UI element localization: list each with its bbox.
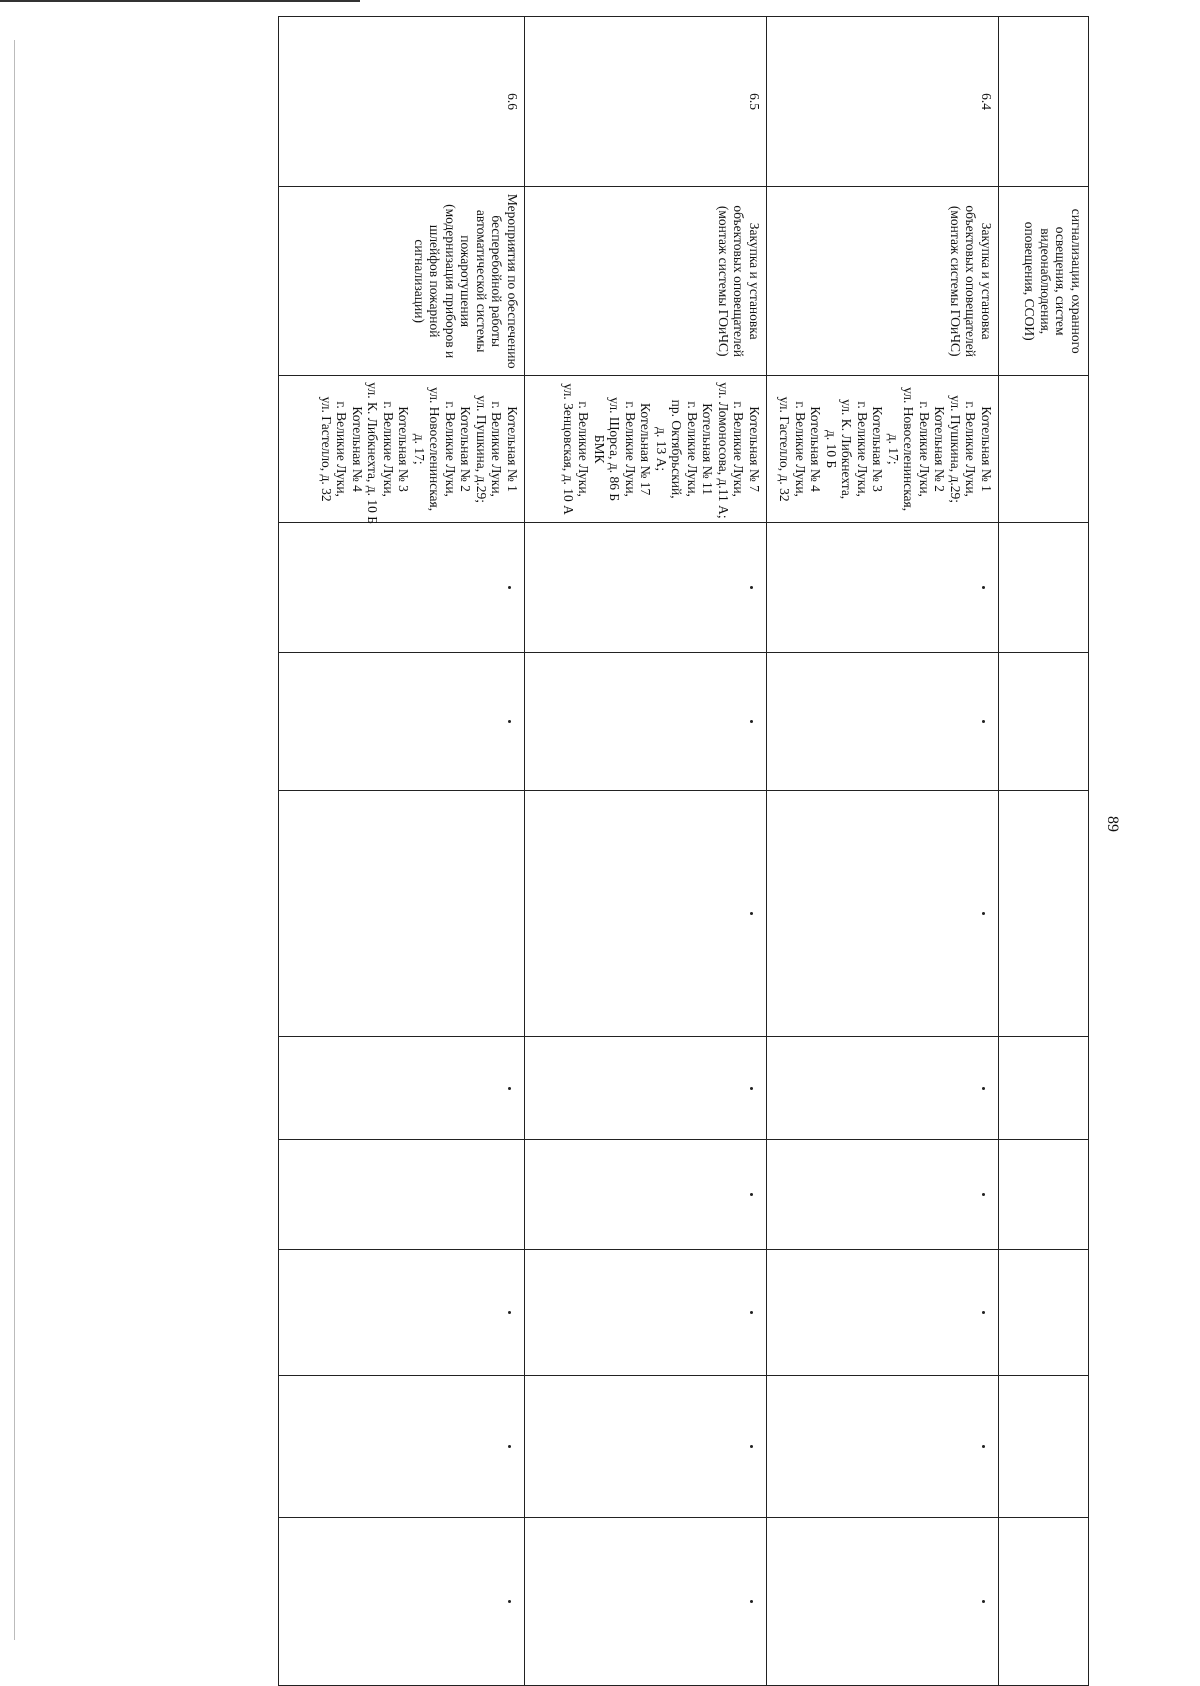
- empty-cell: [767, 1250, 999, 1375]
- address-line: ул. Гастелло, д. 32: [777, 396, 793, 502]
- address-line: ул. Ломоносова, д.11 А;: [715, 382, 731, 519]
- table-row: [767, 17, 999, 1686]
- empty-cell: [999, 1037, 1089, 1139]
- ink-dot: [508, 1445, 511, 1448]
- measure-name: Мероприятия по обеспечению бесперебойной работы автоматической системы пожаротушения (модернизация приборов и шлейфов пожарной сигнализации): [279, 187, 525, 376]
- empty-cell: [525, 652, 767, 790]
- table-row: [999, 17, 1089, 1686]
- empty-cell: [999, 790, 1089, 1037]
- empty-cell: [767, 1037, 999, 1139]
- row-number: [999, 17, 1089, 187]
- empty-cell: [767, 1139, 999, 1250]
- table-row: [525, 17, 767, 1686]
- address-line: г. Великие Луки,: [622, 401, 638, 497]
- address-line: г. Великие Луки,: [792, 401, 808, 497]
- empty-cell: [279, 1139, 525, 1250]
- empty-cell: [279, 1375, 525, 1517]
- address-line: г. Великие Луки,: [963, 401, 979, 497]
- measure-name: Закупка и установка объектовых оповещателей (монтаж системы ГОиЧС): [767, 187, 999, 376]
- row-number: 6.6: [279, 17, 525, 187]
- ink-dot: [750, 586, 753, 589]
- ink-dot: [982, 1087, 985, 1090]
- address-cell: [999, 376, 1089, 523]
- ink-dot: [982, 720, 985, 723]
- ink-dot: [982, 1193, 985, 1196]
- address-line: г. Великие Луки,: [684, 401, 700, 497]
- address-line: Котельная № 2: [932, 406, 948, 492]
- empty-cell: [999, 652, 1089, 790]
- ink-dot: [508, 586, 511, 589]
- address-line: Котельная № 11: [700, 403, 716, 496]
- empty-cell: [525, 1139, 767, 1250]
- empty-cell: [767, 652, 999, 790]
- ink-dot: [982, 1445, 985, 1448]
- empty-cell: [525, 1375, 767, 1517]
- empty-cell: [999, 1517, 1089, 1685]
- scan-edge-left: [14, 40, 15, 1640]
- table-row: [279, 17, 525, 1686]
- address-line: г. Великие Луки,: [731, 401, 747, 497]
- address-line: ул. Пушкина, д.29;: [947, 395, 963, 504]
- ink-dot: [982, 912, 985, 915]
- address-cell: [767, 376, 999, 523]
- ink-dot: [750, 1600, 753, 1603]
- ink-dot: [750, 1445, 753, 1448]
- measures-table: [278, 16, 1089, 1686]
- ink-dot: [750, 1311, 753, 1314]
- address-cell: [525, 376, 767, 523]
- empty-cell: [999, 522, 1089, 652]
- address-cell: [279, 376, 525, 523]
- empty-cell: [279, 1250, 525, 1375]
- ink-dot: [508, 1311, 511, 1314]
- empty-cell: [525, 790, 767, 1037]
- address-line: г. Великие Луки,: [854, 401, 870, 497]
- empty-cell: [279, 790, 525, 1037]
- address-line: пр. Октябрьский,: [669, 399, 685, 499]
- empty-cell: [279, 1037, 525, 1139]
- ink-dot: [508, 1087, 511, 1090]
- address-line: ул. К. Либкнехта,: [839, 399, 855, 500]
- empty-cell: [999, 1375, 1089, 1517]
- address-line: ул. Гастелло, д. 32: [318, 396, 334, 502]
- address-line: ул. Щорса, д. 86 Б: [607, 397, 623, 502]
- empty-cell: [279, 1517, 525, 1685]
- ink-dot: [750, 1087, 753, 1090]
- address-line: ул. К. Либкнехта, д. 10 Б: [365, 382, 381, 525]
- row-number: 6.4: [767, 17, 999, 187]
- ink-dot: [750, 912, 753, 915]
- row-number: 6.5: [525, 17, 767, 187]
- empty-cell: [279, 652, 525, 790]
- empty-cell: [525, 1250, 767, 1375]
- address-line: г. Великие Луки,: [916, 401, 932, 497]
- address-line: Котельная № 1: [979, 406, 994, 492]
- address-line: ул. Пушкина, д.29;: [473, 395, 489, 504]
- empty-cell: [525, 522, 767, 652]
- address-line: г. Великие Луки,: [489, 401, 505, 497]
- address-line: ул. Новоселенинская,: [427, 387, 443, 512]
- ink-dot: [750, 1193, 753, 1196]
- address-line: г. Великие Луки,: [380, 401, 396, 497]
- address-line: Котельная № 4: [349, 406, 365, 492]
- address-line: д. 17;: [411, 433, 427, 465]
- empty-cell: [767, 1517, 999, 1685]
- address-line: Котельная № 4: [808, 406, 824, 492]
- address-line: Котельная № 2: [458, 406, 474, 492]
- address-line: г. Великие Луки,: [576, 401, 592, 497]
- ink-dot: [982, 1600, 985, 1603]
- empty-cell: [767, 522, 999, 652]
- empty-cell: [767, 1375, 999, 1517]
- address-line: г. Великие Луки,: [334, 401, 350, 497]
- ink-dot: [982, 586, 985, 589]
- empty-cell: [525, 1517, 767, 1685]
- measure-name: Закупка и установка объектовых оповещателей (монтаж системы ГОиЧС): [525, 187, 767, 376]
- address-line: Котельная № 1: [505, 406, 520, 492]
- scan-edge-top: [0, 0, 360, 2]
- ink-dot: [508, 720, 511, 723]
- address-line: г. Великие Луки,: [442, 401, 458, 497]
- address-line: Котельная № 3: [870, 406, 886, 492]
- ink-dot: [750, 720, 753, 723]
- rotated-table-wrapper: [279, 16, 1089, 1686]
- empty-cell: [999, 1139, 1089, 1250]
- address-line: д. 10 Б: [823, 430, 839, 469]
- address-line: Котельная № 17: [638, 403, 654, 496]
- address-line: Котельная № 7: [747, 406, 762, 492]
- address-line: д. 13 А;: [653, 427, 669, 472]
- measure-name: сигнализации, охранного освещения, систем видеонаблюдения, оповещения, ССОИ): [999, 187, 1089, 376]
- ink-dot: [982, 1311, 985, 1314]
- address-line: Котельная № 3: [396, 406, 412, 492]
- address-line: д. 17;: [885, 433, 901, 465]
- ink-dot: [508, 1600, 511, 1603]
- empty-cell: [999, 1250, 1089, 1375]
- address-line: БМК: [591, 434, 607, 464]
- address-line: ул. Зенцовская, д. 10 А: [560, 383, 576, 515]
- address-line: ул. Новоселенинская,: [901, 387, 917, 512]
- empty-cell: [279, 522, 525, 652]
- page-number: 89: [1104, 816, 1121, 832]
- empty-cell: [767, 790, 999, 1037]
- empty-cell: [525, 1037, 767, 1139]
